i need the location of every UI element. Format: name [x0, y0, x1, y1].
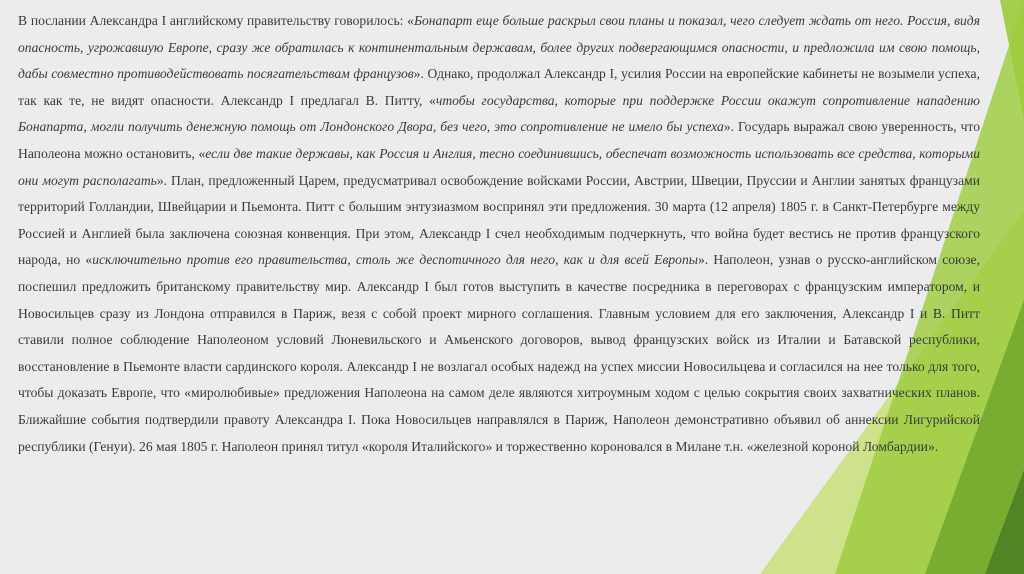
quote-3: если две такие державы, как Россия и Англия, тесно соединившись, обеспечат возможность использовать все средства, которыми они могут располагать: [18, 145, 980, 188]
text-segment: ». Однако, продолжал Александр I, усилия России на европейские кабинеты не возымели успеха, так как те, не видят опасности. Александр I предлагал В. Питту, «: [18, 66, 980, 108]
text-segment: В послании Александра I английскому правительству говорилось: «: [18, 13, 414, 28]
quote-4: исключительно против его правительства, столь же деспотичного для него, как и для всей Европы: [92, 252, 698, 268]
body-paragraph: [18, 8, 980, 460]
quote-1: Бонапарт еще больше раскрыл свои планы и показал, чего следует ждать от него. Россия, видя опасность, угрожавшую Европе, сразу же обратилась к континентальным державам, более других подвергающимся опасности, и предложила им свою помощь, дабы совместно противодействовать посягательствам французов: [18, 13, 980, 82]
quote-2: чтобы государства, которые при поддержке России окажут сопротивление нападению Бонапарта, могли получить денежную помощь от Лондонского Двора, без чего, это сопротивление не имело бы успеха: [18, 92, 980, 135]
text-segment: ». Государь выражал свою уверенность, что Наполеона можно остановить, «: [18, 119, 980, 161]
text-segment: ». План, предложенный Царем, предусматривал освобождение войсками России, Австрии, Швеции, Пруссии и Англии занятых французами территорий Голландии, Швейцарии и Пьемонта. Питт с большим энтузиазмом воспринял эти предложения. 30 марта (12 апреля) 1805 г. в Санкт-Петербурге между Россией и Англией была заключена союзная конвенция. При этом, Александр I счел необходимым подчеркнуть, что война будет вестись не против французского народа, но «: [18, 172, 980, 268]
text-segment: ». Наполеон, узнав о русско-английском союзе, поспешил предложить британскому правительству мир. Александр I был готов выступить в качестве посредника в переговорах с французским императором, и Новосильцев сразу из Лондона отправился в Париж, везя с собой проект мирного соглашения. Главным условием для его заключения, Александр I и В. Питт ставили полное соблюдение Наполеоном условий Люневильского и Амьенского договоров, вывод французских войск из Италии и Батавской республики, восстановление в Пьемонте власти сардинского короля. Александр I не возлагал особых надежд на успех миссии Новосильцева и согласился на нее только для того, чтобы доказать Европе, что «миролюбивые» предложения Наполеона на самом деле являются хитроумным ходом с целью сокрытия своих захватнических планов. Ближайшие события подтвердили правоту Александра I. Пока Новосильцев направлялся в Париж, Наполеон демонстративно объявил об аннексии Лигурийской республики (Генуи). 26 мая 1805 г. Наполеон принял титул «короля Италийского» и торжественно короновался в Милане т.н. «железной короной Ломбардии».: [18, 252, 980, 454]
